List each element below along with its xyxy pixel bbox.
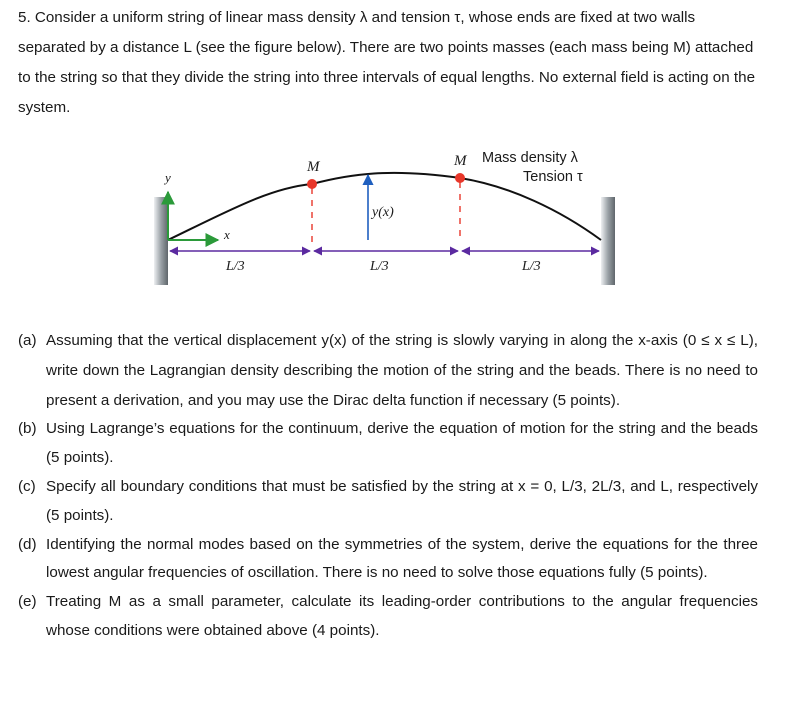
part-text: Specify all boundary conditions that must be satisfied by the string at x = 0, L/3, 2L/3, and L, respectively (5 points). bbox=[46, 477, 758, 524]
interval-label-3: L/3 bbox=[522, 259, 541, 274]
part-tag: (c) bbox=[18, 477, 36, 495]
y-axis-label: y bbox=[165, 170, 171, 185]
part-tag: (d) bbox=[18, 535, 37, 553]
part-c bbox=[18, 473, 758, 531]
part-a bbox=[18, 326, 758, 415]
x-axis-label: x bbox=[224, 227, 230, 242]
left-wall bbox=[154, 197, 168, 285]
part-b bbox=[18, 415, 758, 473]
part-e bbox=[18, 588, 758, 646]
part-d bbox=[18, 531, 758, 589]
mass-left-dot bbox=[307, 179, 317, 189]
part-tag: (a) bbox=[18, 332, 37, 349]
mass-right-dot bbox=[455, 173, 465, 183]
interval-label-1: L/3 bbox=[226, 259, 245, 274]
mass-density-label: Mass density λ bbox=[482, 150, 578, 166]
part-text: Assuming that the vertical displacement y(x) of the string is slowly varying in along the x-axis (0 ≤ x ≤ L), write down the Lagrangian density describing the motion of the string and the beads. There is no need to present a derivation, and you may use the Dirac delta function if necessary (5 points). bbox=[46, 332, 758, 409]
tension-label: Tension τ bbox=[523, 169, 583, 185]
sub-questions bbox=[18, 326, 758, 646]
displacement-label: y(x) bbox=[372, 205, 394, 220]
part-text: Identifying the normal modes based on the symmetries of the system, derive the equations for the three lowest angular frequencies of oscillation. There is no need to solve those equations fully (5 points). bbox=[46, 535, 758, 582]
part-text: Treating M as a small parameter, calculate its leading-order contributions to the angular frequencies whose conditions were obtained above (4 points). bbox=[46, 593, 758, 639]
part-tag: (b) bbox=[18, 420, 37, 438]
part-text: Using Lagrange’s equations for the continuum, derive the equation of motion for the string and the beads (5 points). bbox=[46, 420, 758, 467]
right-wall bbox=[601, 197, 615, 285]
part-tag: (e) bbox=[18, 593, 37, 611]
problem-intro: 5. Consider a uniform string of linear mass density λ and tension τ, whose ends are fixed at two walls separated by a distance L (see the figure below). There are two points masses (each mass being M) attached to the string so that they divide the string into three intervals of equal lengths. No external field is acting on the system. bbox=[18, 9, 756, 116]
mass-left-label: M bbox=[307, 159, 320, 175]
interval-label-2: L/3 bbox=[370, 259, 389, 274]
problem-statement bbox=[18, 3, 758, 123]
mass-right-label: M bbox=[454, 153, 467, 169]
string-figure bbox=[150, 140, 620, 295]
